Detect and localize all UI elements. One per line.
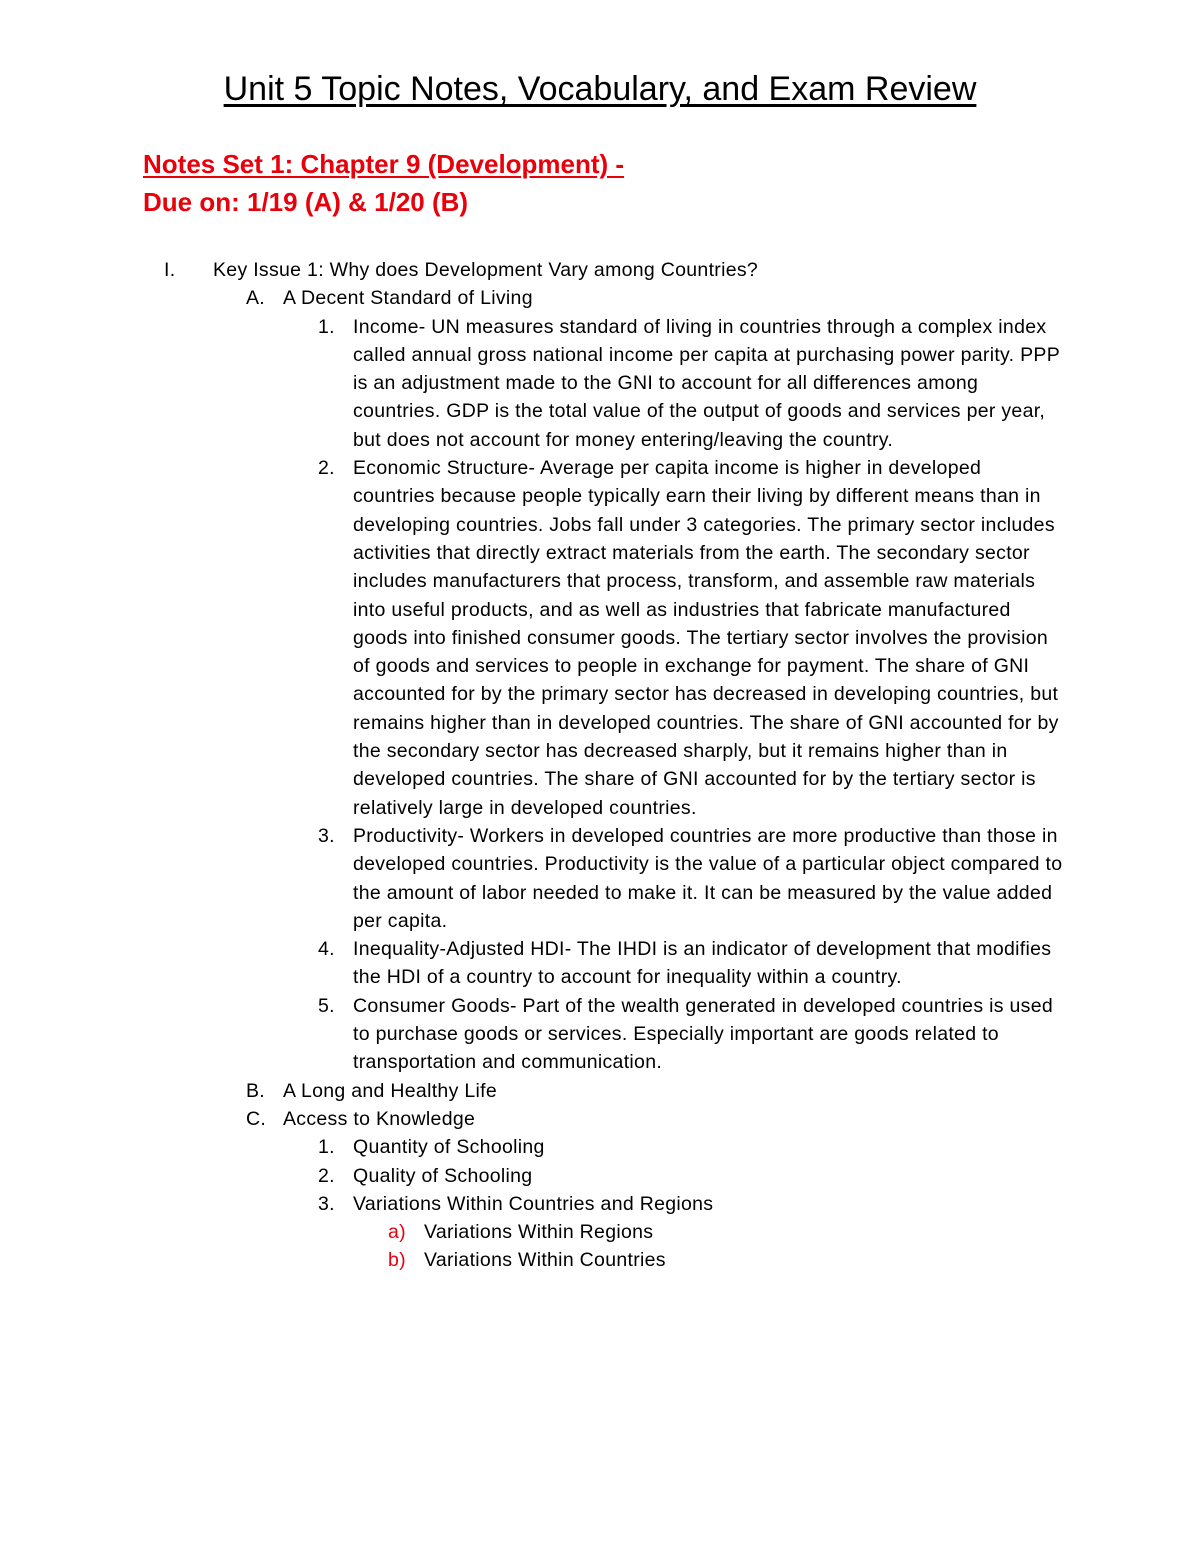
outline-marker: 2.: [318, 457, 335, 480]
outline-marker: B.: [246, 1079, 266, 1102]
outline-text: Economic Structure- Average per capita income is higher in developed countries because people typically earn their living by different means than in developing countries. Jobs fall under 3 categories. The primary sector includes activities that directly extract materials from the earth. The secondary sector includes manufacturers that process, transform, and assemble raw materials into useful products, and as well as industries that fabricate manufactured goods into finished consumer goods. The tertiary sector involves the provision of goods and services to people in exchange for payment. The share of GNI accounted for by the primary sector has decreased in developing countries, but remains higher than in developed countries. The share of GNI accounted for by the secondary sector has decreased sharply, but it remains higher than in developed countries. The share of GNI accounted for by the tertiary sector is relatively large in developed countries.: [353, 457, 1059, 819]
outline-marker: A.: [246, 287, 266, 310]
outline-marker: 2.: [318, 1164, 335, 1187]
outline-item-c-3-a: [0, 1218, 1200, 1246]
outline-text: A Decent Standard of Living: [283, 287, 533, 310]
outline-marker: 5.: [318, 994, 335, 1017]
outline-item-issue-1: [0, 256, 1200, 284]
outline-marker: a): [388, 1221, 406, 1244]
outline-marker: 4.: [318, 938, 335, 961]
outline-item-c-1: [0, 1133, 1200, 1161]
outline-text: Key Issue 1: Why does Development Vary among Countries?: [213, 259, 759, 281]
outline-item-a-2: [0, 454, 1065, 822]
outline-marker: 3.: [318, 824, 335, 847]
outline-text: Variations Within Countries and Regions: [353, 1192, 714, 1215]
page-title: Unit 5 Topic Notes, Vocabulary, and Exam Review: [223, 70, 977, 108]
due-date: Due on: 1/19 (A) & 1/20 (B): [143, 187, 469, 217]
outline-marker: C.: [246, 1107, 267, 1130]
outline-item-section-a: [0, 284, 1200, 312]
outline-item-a-3: [0, 822, 1065, 935]
outline-item-a-4: [0, 935, 1065, 992]
outline-text: Variations Within Regions: [424, 1221, 654, 1244]
outline-text: Inequality-Adjusted HDI- The IHDI is an indicator of development that modifies the HDI of a country to account for inequality within a country.: [353, 938, 1052, 989]
outline-marker: 1.: [318, 315, 335, 338]
outline-text: Consumer Goods- Part of the wealth generated in developed countries is used to purchase goods or services. Especially important are goods related to transportation and communication.: [353, 994, 1053, 1074]
outline-text: Income- UN measures standard of living in countries through a complex index called annual gross national income per capita at purchasing power parity. PPP is an adjustment made to the GNI to account for all differences among countries. GDP is the total value of the output of goods and services per year, but does not account for money entering/leaving the country.: [353, 315, 1060, 451]
outline: [0, 256, 1200, 1275]
outline-text: Quantity of Schooling: [353, 1136, 545, 1159]
outline-marker: 3.: [318, 1192, 335, 1215]
outline-text: A Long and Healthy Life: [283, 1079, 497, 1102]
outline-text: Quality of Schooling: [353, 1164, 533, 1187]
outline-item-section-b: [0, 1077, 1200, 1105]
notes-set-heading-block: [143, 145, 624, 221]
notes-set-heading: Notes Set 1: Chapter 9 (Development) -: [143, 149, 625, 179]
outline-marker: 1.: [318, 1136, 335, 1159]
outline-text: Variations Within Countries: [424, 1249, 666, 1272]
outline-item-a-1: [0, 313, 1065, 454]
outline-text: Access to Knowledge: [283, 1107, 476, 1130]
outline-marker: I.: [164, 259, 176, 281]
outline-marker: b): [388, 1249, 406, 1272]
outline-item-c-2: [0, 1162, 1200, 1190]
outline-item-c-3-b: [0, 1246, 1200, 1274]
outline-item-a-5: [0, 992, 1065, 1077]
outline-text: Productivity- Workers in developed countries are more productive than those in developed countries. Productivity is the value of a particular object compared to the amount of labor needed to make it. It can be measured by the value added per capita.: [353, 824, 1063, 932]
outline-item-c-3: [0, 1190, 1200, 1218]
outline-item-section-c: [0, 1105, 1200, 1133]
